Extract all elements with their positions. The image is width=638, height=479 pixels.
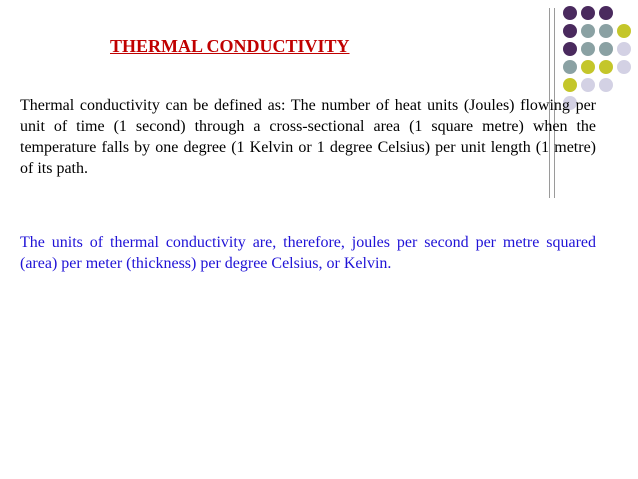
decorative-dot <box>599 78 613 92</box>
units-paragraph: The units of thermal conductivity are, therefore, joules per second per metre squared (area) per meter (thickness) per degree Celsius, or Kelvin. <box>20 234 596 272</box>
decorative-dot <box>599 42 613 56</box>
decorative-dot <box>563 42 577 56</box>
decorative-dot <box>617 60 631 74</box>
decorative-dot <box>581 60 595 74</box>
decorative-dot <box>617 42 631 56</box>
decorative-dot <box>581 42 595 56</box>
decorative-dot <box>563 6 577 20</box>
decorative-dot <box>563 24 577 38</box>
decorative-dot <box>563 60 577 74</box>
decorative-dot <box>563 78 577 92</box>
decorative-dot <box>581 24 595 38</box>
decorative-dot <box>599 24 613 38</box>
decorative-dot <box>617 24 631 38</box>
decorative-dot <box>599 60 613 74</box>
definition-paragraph: Thermal conductivity can be defined as: The number of heat units (Joules) flowing per unit of time (1 second) through a cross-sectional area (1 square metre) when the temperature falls by one degree (1 Kelvin or 1 degree Celsius) per unit length (1 metre) of its path. <box>20 97 596 177</box>
decorative-dot <box>599 6 613 20</box>
decorative-dot <box>581 6 595 20</box>
decorative-dot <box>581 78 595 92</box>
slide-title: THERMAL CONDUCTIVITY <box>110 36 350 56</box>
